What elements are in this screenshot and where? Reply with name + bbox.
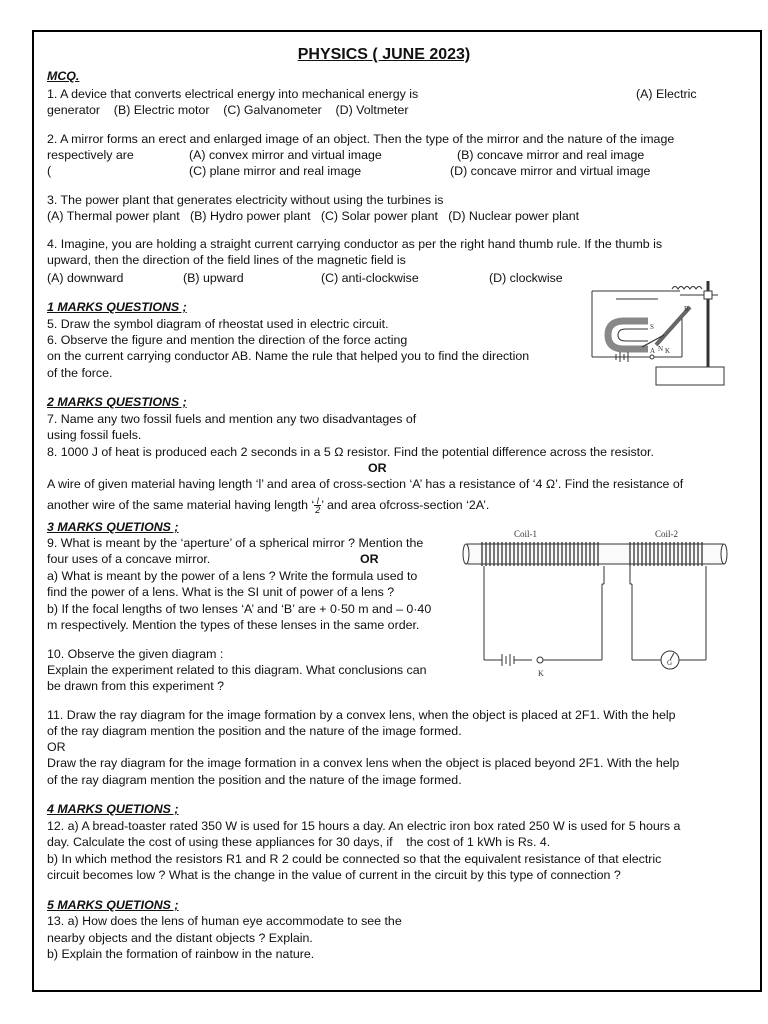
q11-alt-line2: of the ray diagram mention the position and the nature of the image formed. (47, 773, 462, 787)
q4-option-b: (B) upward (183, 271, 244, 285)
q2-option-b: (B) concave mirror and real image (457, 148, 645, 162)
q2-line2-prefix: respectively are (47, 148, 134, 162)
two-mark-heading: 2 MARKS QUESTIONS ; (47, 395, 187, 409)
label-a: A (650, 347, 656, 355)
label-b: B (684, 305, 689, 313)
q13-line2: nearby objects and the distant objects ? Explain. (47, 931, 313, 945)
q8-alt-line2 (47, 497, 489, 514)
q5-text: 5. Draw the symbol diagram of rheostat used in electric circuit. (47, 317, 389, 331)
q10-line2: Explain the experiment related to this diagram. What conclusions can (47, 663, 427, 677)
q3-line1: 3. The power plant that generates electricity without using the turbines is (47, 193, 444, 207)
q8-line1: 8. 1000 J of heat is produced each 2 seconds in a 5 Ω resistor. Find the potential difference across the resistor. (47, 445, 654, 459)
q8-or: OR (368, 461, 387, 475)
three-mark-heading: 3 MARKS QUETIONS ; (47, 520, 179, 534)
q1-line1: 1. A device that converts electrical energy into mechanical energy is (47, 87, 419, 101)
q12-line1: 12. a) A bread-toaster rated 350 W is used for 15 hours a day. An electric iron box rated 250 W is used for 5 hours a (47, 819, 681, 833)
q1-line2: generator (B) Electric motor (C) Galvanometer (D) Voltmeter (47, 103, 409, 117)
q2-option-d: (D) concave mirror and virtual image (450, 164, 651, 178)
q6-line2: on the current carrying conductor AB. Name the rule that helped you to find the direction (47, 349, 530, 363)
q8-alt-line1: A wire of given material having length ‘l’ and area of cross-section ‘A’ has a resistance of ‘4 Ω’. Find the resistance of (47, 477, 684, 491)
page-title: PHYSICS ( JUNE 2023) (297, 46, 471, 63)
q4-line2: upward, then the direction of the field lines of the magnetic field is (47, 253, 406, 267)
q10-line1: 10. Observe the given diagram : (47, 647, 224, 661)
q4-option-d: (D) clockwise (489, 271, 563, 285)
coil-2-label: Coil-2 (655, 529, 679, 539)
mcq-heading: MCQ. (47, 69, 80, 83)
q3-line2: (A) Thermal power plant (B) Hydro power plant (C) Solar power plant (D) Nuclear power plant (47, 209, 580, 223)
fraction-numerator: l (316, 496, 319, 506)
label-s: S (650, 323, 654, 331)
q9-alt-line4: m respectively. Mention the types of these lenses in the same order. (47, 618, 420, 632)
q2-option-c: (C) plane mirror and real image (189, 164, 362, 178)
q13-line3: b) Explain the formation of rainbow in the nature. (47, 947, 315, 961)
label-k: K (665, 347, 671, 355)
q12-line4: circuit becomes low ? What is the change in the value of current in the circuit by this type of connection ? (47, 868, 621, 882)
q9-line1: 9. What is meant by the ‘aperture’ of a spherical mirror ? Mention the (47, 536, 424, 550)
q11-alt-line1: Draw the ray diagram for the image formation in a convex lens when the object is placed beyond 2F1. With the help (47, 756, 680, 770)
four-mark-heading: 4 MARKS QUETIONS ; (47, 802, 179, 816)
q8-alt-line2-post: ’ and area ofcross-section ‘2A’. (321, 497, 490, 512)
q6-line3: of the force. (47, 366, 113, 380)
q2-line1: 2. A mirror forms an erect and enlarged image of an object. Then the type of the mirror and the nature of the image (47, 132, 675, 146)
q7-line2: using fossil fuels. (47, 428, 142, 442)
q10-line3: be drawn from this experiment ? (47, 679, 224, 693)
q9-line2: four uses of a concave mirror. (47, 552, 211, 566)
galvanometer-label: G (667, 659, 673, 667)
q8-alt-line2-pre: another wire of the same material having length ‘ (47, 497, 315, 512)
q7-line1: 7. Name any two fossil fuels and mention any two disadvantages of (47, 412, 417, 426)
key-label: K (538, 669, 544, 678)
coil-induction-figure (462, 526, 728, 684)
magnet-conductor-figure (586, 277, 736, 390)
coil-1-label: Coil-1 (514, 529, 538, 539)
q12-line2: day. Calculate the cost of using these appliances for 30 days, if the cost of 1 kWh is Rs. 4. (47, 835, 551, 849)
q2-option-a: (A) convex mirror and virtual image (189, 148, 382, 162)
q11-or: OR (47, 740, 66, 754)
q13-line1: 13. a) How does the lens of human eye accommodate to see the (47, 914, 402, 928)
q6-line1: 6. Observe the figure and mention the direction of the force acting (47, 333, 408, 347)
q9-alt-line3: b) If the focal lengths of two lenses ‘A’ and ‘B’ are + 0·50 m and – 0·40 (47, 602, 432, 616)
q9-or: OR (360, 552, 379, 566)
q9-alt-line2: find the power of a lens. What is the SI unit of power of a lens ? (47, 585, 395, 599)
q4-option-c: (C) anti-clockwise (321, 271, 419, 285)
q4-option-a: (A) downward (47, 271, 124, 285)
q2-line3-prefix: ( (47, 164, 52, 178)
q11-line1: 11. Draw the ray diagram for the image formation by a convex lens, when the object is placed at 2F1. With the help (47, 708, 676, 722)
label-n: N (658, 345, 664, 353)
q9-alt-line1: a) What is meant by the power of a lens ? Write the formula used to (47, 569, 418, 583)
five-mark-heading: 5 MARKS QUETIONS ; (47, 898, 179, 912)
q1-option-a: (A) Electric (636, 87, 697, 101)
q12-line3: b) In which method the resistors R1 and R 2 could be connected so that the equivalent resistance of that electric (47, 852, 662, 866)
q11-line2: of the ray diagram mention the position and the nature of the image formed. (47, 724, 462, 738)
one-mark-heading: 1 MARKS QUESTIONS ; (47, 300, 187, 314)
q4-line1: 4. Imagine, you are holding a straight current carrying conductor as per the right hand thumb rule. If the thumb is (47, 237, 663, 251)
fraction-denominator: 2 (315, 505, 321, 515)
